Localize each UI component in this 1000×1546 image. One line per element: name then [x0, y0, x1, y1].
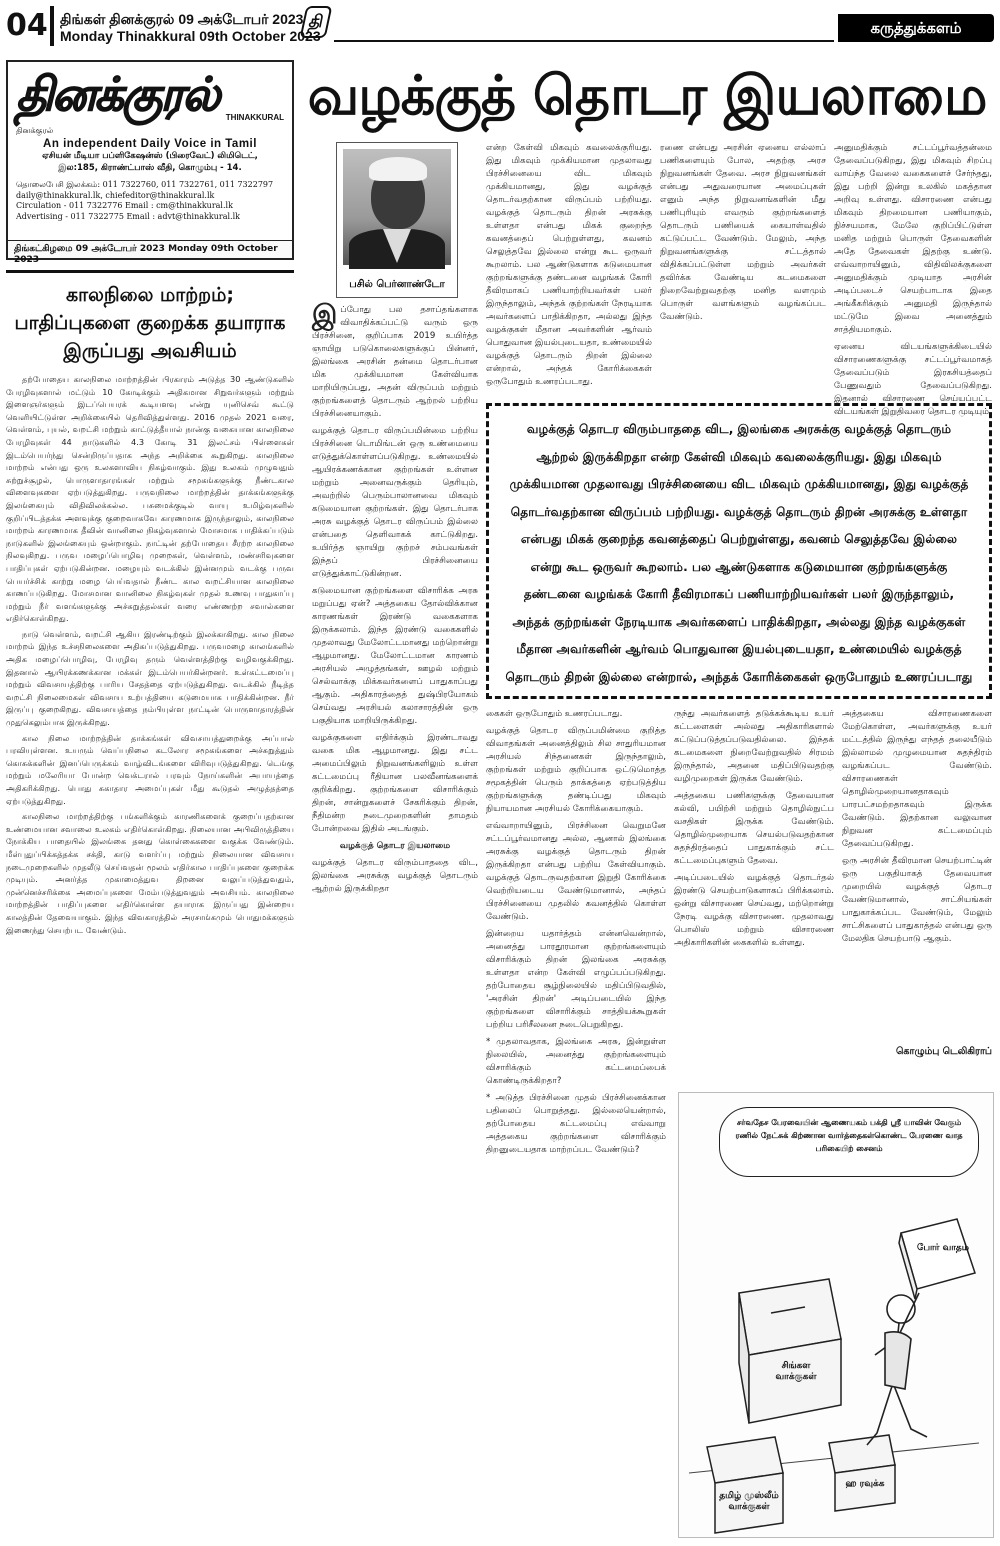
cartoon-box-label: ஹ ரவுக்க [845, 1479, 885, 1489]
article-paragraph: என்ற கேள்வி மிகவும் கவலைக்குரியது. இது மிகவும் முக்கியமான முதலாவது பிரச்சினையை விட மிகவும் முக்கியமானது, இது வழக்குத் தொடர்வதற்கான விருப்பம் பற்றியது. வழக்குத் தொடரும் திறன் அரசுக்கு உள்ளதா என்பது மிகக் குறைந்த கவனத்தைப் பெற்றுள்ளது, கவனம் செலுத்தவே இல்லை என்று கூட ஒருவர் கூறலாம். பல ஆண்டுகளாக கடுமையான குற்றங்களுக்கு தண்டனை வழங்கக் கோரி தீவிரமாகப் பணியாற்றியவர்கள் பலர் இருந்தாலும், அந்தக் குற்றங்கள் நேரடியாக அவர்களைப் பாதிக்கிறதா, அல்லது இந்த வழக்குகள் மீதான அவர்களின் ஆர்வம் பொதுவான இயல்புடையதா, உண்மையில் வழக்குத் தொடரும் திறன் இல்லை என்றால், அந்தக் கோரிக்கைகள் ஒருபோதும் உணரப்படாது. [486, 143, 652, 387]
author-photo [343, 149, 451, 265]
article-paragraph: வழக்குத் தொடர விரும்பாததை விட, இலங்கை அரசுக்கு வழக்குத் தொடரும் ஆற்றல் இருக்கிறதா [312, 858, 478, 894]
article-paragraph: வழக்குகளை எதிர்க்கும் இரண்டாவது வகை மிக ஆழமானது. இது சட்ட அமைப்பிலும் நிறுவனங்களிலும் உள்ள கட்டமைப்பு ரீதியான பலவீனங்களைக் குறிக்கிறது. குற்றங்களை விசாரிக்கும் திறன், சான்றுகளைச் சேகரிக்கும் திறன், நீதிமன்ற நடைமுறைகளின் தாமதம் போன்றவை இதில் அடங்கும். [312, 733, 478, 834]
article-column-4 [834, 142, 992, 417]
masthead-circulation: Circulation - 011 7322776 Email : cm@thinakkural.lk [16, 201, 233, 210]
masthead-advertising: Advertising - 011 7322775 Email : advt@thinakkural.lk [16, 211, 240, 221]
article-byline: கொழும்பு டெலிகிராப் [896, 1046, 992, 1057]
article-column-1 [312, 300, 478, 1540]
masthead-logo-row [16, 66, 284, 128]
article-headline: வழக்குத் தொடர இயலாமை [307, 64, 987, 127]
masthead-contact [16, 180, 284, 222]
left-column [6, 60, 294, 1540]
article-paragraph: ஒரு அரசின் தீவிரமான செயற்பாட்டின் ஒரு பகுதியாகத் தேவையான முறையில் வழக்குத் தொடர வேண்டுமானால், சாட்சியங்கள் பாதுகாக்கப்பட வேண்டும், மேலும் சாட்சிகளைப் பாதுகாத்தல் என்பது ஒரு மேலதிக செயற்பாடு ஆகும். [842, 856, 992, 944]
masthead-logo-english: THINAKKURAL [225, 113, 284, 122]
article-paragraph: * முதலாவதாக, இலங்கை அரசு, இன்றுள்ள நிலையில், அனைத்து குற்றங்களையும் விசாரிக்கும் கட்டமைப்பைக் கொண்டிருக்கிறதா? [486, 1037, 666, 1086]
pull-quote: வழக்குத் தொடர விரும்பாததை விட, இலங்கை அரசுக்கு வழக்குத் தொடரும் ஆற்றல் இருக்கிறதா என்ற கேள்வி மிகவும் கவலைக்குரியது. இது மிகவும் முக்கியமான முதலாவது பிரச்சினையை விட மிகவும் முக்கியமானது, இது வழக்குத் தொடர்வதற்கான விருப்பம் பற்றியது. வழக்குத் தொடரும் திறன் அரசுக்கு உள்ளதா என்பது மிகக் குறைந்த கவனத்தைப் பெற்றுள்ளது, கவனம் செலுத்தவே இல்லை என்று கூட ஒருவர் கூறலாம். பல ஆண்டுகளாக கடுமையான குற்றங்களுக்கு தண்டனை வழங்கக் கோரி தீவிரமாகப் பணியாற்றியவர்கள் பலர் இருந்தாலும், அந்தக் குற்றங்கள் நேரடியாக அவர்களைப் பாதிக்கிறதா, அல்லது இந்த வழக்குகள் மீதான அவர்களின் ஆர்வம் பொதுவான இயல்புடையதா, உண்மையில் வழக்குத் தொடரும் திறன் இல்லை என்றால், அந்தக் கோரிக்கைகள் ஒருபோதும் உணரப்படாது [486, 403, 992, 699]
editorial-paragraph: காலநிலை மாற்றத்திற்கு பங்களிக்கும் காரணிகளைக் குறைப்பதற்கான உண்மையான சவாலை உலகம் எதிர்கொள்கிறது. நிலையான அபிவிருத்தியை நோக்கிய பாதையில் இலங்கை தனது கொள்கைகளை வகுக்க வேண்டும். மீள்புதுப்பிக்கத்தக்க சக்தி, காடு வளர்ப்பு மற்றும் நிலையான விவசாய நடைமுறைகளில் முதலீடு செய்வதன் மூலம் எதிர்கால பாதிப்புகளை குறைக்க முடியும். அனர்த்த முகாமைத்துவ திறனை வலுப்படுத்துவதும், முன்னெச்சரிக்கை அமைப்புகளை மேம்படுத்துவதும் அவசியம். காலநிலை மாற்றத்தின் பாதிப்புகளை எதிர்கொள்ள தயாராக இருப்பது இன்றைய காலத்தின் தேவையாகும். இந்த விவகாரத்தில் அரசாங்கமும் பொதுமக்களும் இணைந்து செயற்பட வேண்டும். [6, 811, 294, 935]
cartoon-box-label: தமிழ் முஸ்லீம் வாக்குகள் [719, 1491, 779, 1512]
article-paragraph: ருந்து அவர்களைத் தடுக்கக்கூடிய உயர் கட்டளைகள் அல்லது அதிகாரிகளால் கட்டுப்படுத்தப்படுவதில்லை. இந்தக் கடமைகளை நிறைவேற்றுவதில் சிரமம் இருந்தால், அதனை மதிப்பிடுவதற்கு வழிமுறைகள் இருக்க வேண்டும். [674, 709, 834, 784]
header-date-english: Monday Thinakkural 09th October 2023 [60, 28, 321, 44]
page-number: 04 [6, 8, 48, 43]
article-paragraph: இப்போது பல தசாப்தங்களாக விவாதிக்கப்பட்டு வரும் ஒரு பிரச்சினை, குறிப்பாக 2019 உயிர்த்த ஞாயிறு படுகொலைகளுக்குப் பின்னர், இலங்கை அரசின் தன்மை தொடர்பான மிக முக்கியமான கேள்வியாக மாறியிருப்பது, அதன் விருப்பம் மற்றும் குற்றங்களைத் தொடரும் ஆற்றல் பற்றிய பிரச்சினையாகும். [312, 300, 478, 419]
header-date-tamil: திங்கள் தினக்குரல் 09 அக்டோபர் 2023 [60, 11, 304, 27]
article-paragraph: அனுமதிக்கும் சட்டப்பூர்வத்தன்மை தேவைப்படுகிறது, இது மிகவும் சிறப்பு வாய்ந்த வேலை வகைகளைச் சேர்ந்தது, இது பற்றி இன்று உலகில் மகத்தான அறிவு உள்ளது. விசாரணை என்பது மிகவும் திறமையான பணியாகும், நிச்சயமாக, மேலே குறிப்பிட்டுள்ள மனித மற்றும் பொருள் தேவைகளின் அதே தேவைகள் இதற்கு உண்டு. எவ்வாறாயினும், விதிவிலக்குகளை அனுமதிக்கும் முடியாத அரசின் அடிப்படைச் செயற்பாடாக இதை அங்கீகரிக்கும் அனுமதி இருந்தால் மட்டுமே இவை அனைத்தும் சாத்தியமாகும். [834, 143, 992, 335]
masthead-phone: தொலைபேசி இலக்கம்: 011 7322760, 011 7322761, 011 7322797 [16, 180, 274, 189]
masthead-tagline: An independent Daily Voice in Tamil [43, 138, 257, 150]
article-column-2 [486, 142, 652, 398]
article-paragraph: அடிப்படையில் வழக்குத் தொடர்தல் இரண்டு செயற்பாடுகளாகப் பிரிக்கலாம். ஒன்று விசாரணை செய்வது, மற்றொன்று நேரடி வழக்கு விசாரணை. முதலாவது பொலிஸ் மற்றும் விசாரணை அதிகாரிகளின் கைகளில் உள்ளது. [674, 873, 834, 948]
article-paragraph: எவ்வாறாயினும், பிரச்சினை வெறுமனே சட்டப்பூர்வமானது அல்ல, ஆனால் இலங்கை அரசுக்கு வழக்குத் தொடரும் திறன் இருக்கிறதா என்பது பற்றிய கேள்வியாகும். வழக்குத் தொடருவதற்கான இறுதி கோரிக்கை வெற்றியடைய வேண்டுமானால், அந்தப் பிரச்சினையை முதலில் கவனத்தில் கொள்ள வேண்டும். [486, 821, 666, 922]
article-paragraph: கைகள் ஒருபோதும் உணரப்படாது. [486, 709, 623, 719]
editorial-paragraph: கால நிலை மாற்றத்தின் தாக்கங்கள் விவசாயத்துறைக்கு அப்பால் பரவியுள்ளன. உயரும் வெப்பநிலை கடலோர சமூகங்களை அச்சுறுத்தும் கொசுக்களின் இனப்பெருக்கம் வாழ்விடங்களை விரிவுபடுத்துகிறது. டெங்கு மற்றும் மலேரியா போன்ற வெக்டரால் பரவும் நோய்களின் அபாயத்தை அதிகரிக்கிறது. பொது சுகாதார அமைப்புகள் மீது கூடுதல் அழுத்தத்தை ஏற்படுத்துகிறது. [6, 732, 294, 806]
newspaper-logo-icon: தி [300, 6, 333, 38]
article-column-6 [674, 708, 834, 1084]
cartoon-box-label: போர் வாதம் [916, 1243, 970, 1253]
masthead [6, 60, 294, 240]
masthead-date: திங்கட்கிழமை 09 அக்டோபர் 2023 Monday 09th October 2023 [6, 240, 294, 260]
masthead-logo-small: தினக்குரல் [16, 126, 54, 135]
masthead-publisher: ஏசியன் மீடியா பப்ளிகேஷன்ஸ் (பிரைவேட்) லிமிடெட், [42, 151, 258, 161]
author-name: பசில் பெர்னாண்டோ [349, 279, 445, 290]
header-divider [50, 6, 54, 46]
article-column-7 [842, 708, 992, 1042]
header-date [60, 11, 321, 45]
article-paragraph: ஏனைய விடயங்களுக்கிடையில் விசாரணைகளுக்கு சட்டப்பூர்வமாகத் தேவைப்படும் இரகசியத்தைப் பேணுவதும் தேவைப்படுகிறது. இதனால் விசாரணை செய்யப்பட்ட விடயங்கள் இறுதிவரை தொடர முடியும். [834, 342, 992, 417]
masthead-emails: daily@thinakkural.lk, chiefeditor@thinakkural.lk [16, 190, 215, 200]
editorial-title: காலநிலை மாற்றம்; பாதிப்புகளை குறைக்க தயாராக இருப்பது அவசியம் [6, 270, 294, 365]
editorial-cartoon [678, 1092, 994, 1538]
author-photo-box [336, 142, 458, 298]
article-paragraph: வழக்குத் தொடர விருப்பமின்மை குறித்த விவாதங்கள் அனைத்திலும் சில சாதுரியமான அரசியல் சிந்தனைகள் இருந்தாலும், குற்றங்கள் மற்றும் குறிப்பாக ஒட்டுமொத்த சமூகத்தின் பெரும் தாக்கத்தை ஏற்படுத்திய குற்றங்களுக்கு தண்டிப்பது மிகவும் நியாயமான அரசியல் கோரிக்கையாகும். [486, 726, 666, 814]
editorial-body [6, 373, 294, 936]
article-paragraph: கடுமையான குற்றங்களை விசாரிக்க அரசு மறுப்பது ஏன்? அத்தகைய தோல்விக்கான காரணங்கள் இரண்டு வகைகளாக இருக்கலாம். இந்த இரண்டு வகைகளில் முதலாவது மேலோட்டமானது மற்றொன்று ஆழமானது. மேலோட்டமான காரணம் அரசியல் அழுத்தங்கள், ஊழல் மற்றும் செல்வாக்கு மிக்கவர்களைப் பாதுகாப்பது ஆகும். அதிகாரத்தைத் துஷ்பிரயோகம் செய்வது அரசியல் கலாசாரத்தின் ஒரு பகுதியாக மாறியிருக்கிறது. [312, 586, 478, 726]
article-paragraph: * அடுத்த பிரச்சினை முதல் பிரச்சினைக்கான பதிலைப் பொறுத்தது. இல்லையென்றால், தற்போதைய கட்டமைப்பு எவ்வாறு அத்தகைய குற்றங்களை விசாரிக்கும் திறனுடையதாக மாற்றப்பட வேண்டும்? [486, 1093, 666, 1155]
masthead-logo: தினக்குரல் [16, 67, 219, 121]
masthead-address: இல:185, கிராண்ட்பாஸ் வீதி, கொழும்பு - 14. [58, 163, 242, 173]
article-paragraph: வழக்குத் தொடர விருப்பமின்மை பற்றிய பிரச்சினை டொமிங்டன் ஒரு உண்மையை எடுத்துக்கொள்ளப்படுகிறது. உண்மையில் ஆயிரக்கணக்கான குற்றங்கள் உள்ளன மற்றும் அனைவருக்கும் தெரியும், அவற்றில் பெரும்பாலானவை மிகவும் கடுமையான குற்றங்கள். இது தொடர்பாக அரசு வழக்குத் தொடர விருப்பம் இல்லை என்பதை தெளிவாகக் காட்டுகிறது. உயிர்த்த ஞாயிறு குற்றச் சம்பவங்கள் இந்தப் பிரச்சினையை எடுத்துக்காட்டுகின்றன. [312, 426, 478, 579]
article-column-3 [660, 142, 826, 398]
cartoon-caption: சர்வதேச பேரவையின் ஆணையகம் பக்தி ஸ்ரீ யாவின் வேகும் ரணில் நேட்சுக் கிற்ணான வார்த்தைகள்கொண்ட பேரணை வாத பரிகையிற் சைனம் [719, 1107, 979, 1177]
article-column-5 [486, 708, 666, 1540]
article-subhead: வழக்குத் தொடர இயலாமை [339, 841, 451, 851]
article-paragraph: அத்தகைய விசாரணைகளை மேற்கொள்ள, அவர்களுக்கு உயர் மட்டத்தில் இருந்து எந்தத் தலையீடும் இல்லாமல் முழுமையான சுதந்திரம் வழங்கப்பட வேண்டும். விசாரணைகள் தொழில்முறையானதாகவும் பாரபட்சமற்றதாகவும் இருக்க வேண்டும். இதற்கான வலுவான நிறுவன கட்டமைப்பும் தேவைப்படுகிறது. [842, 709, 992, 849]
section-label: கருத்துக்களம் [838, 14, 994, 42]
article-paragraph: அத்தகைய பணிகளுக்கு தேவையான கல்வி, பயிற்சி மற்றும் தொழில்நுட்ப வசதிகள் இருக்க வேண்டும். தொழில்முறையாக செயல்படுவதற்கான சுதந்திரத்தைப் பாதுகாக்கும் சட்ட கட்டமைப்புகளும் தேவை. [674, 791, 834, 866]
editorial-paragraph: தற்போதைய காலநிலை மாற்றத்தின் பிரகாரம் அடுத்த 30 ஆண்டுகளில் பேரழிவுகளால் மட்டும் 10 கோடிக்கும் அதிகமான சிறுவர்களும் மற்றும் இளைஞர்களும் இடப்பெயரக் கூடியளவு என்று யுனிசெவ் கூட்டு வெளியிட்டுள்ள அறிக்கையில் தெரிவித்துள்ளது. 2016 முதல் 2021 வரை, வெள்ளம், புயல், வறட்சி மற்றும் காட்டுத்தீயால் நான்கு வகையான காலநிலை பேரழிவுகள் 44 நாடுகளில் 4.3 கோடி 31 இலட்சம் பிள்ளைகள் இடம்பெயர்ந்து சென்றிருப்பதாக அந்த அறிக்கை கூறுகிறது. காலநிலை மாற்றம் என்பது ஒரு உலகளாவிய நிகழ்வாகும். இது உலகம் முழுவதும் சுற்றுச்சூழல், பொருளாதாரங்கள் மற்றும் சமூகங்களுக்கு நீண்டகால விளைவுகளை ஏற்படுத்துகிறது. பருவநிலை மாற்றத்தின் தாக்கங்களுக்கு இலங்கையும் விதிவிலக்கல்ல. பசுமைக்குடில் வாயு உமிழ்வுகளில் குறிப்பிடத்தக்க அளவுக்கு குறைவாகவே காரணமாக இருந்தாலும், காலநிலை மாற்றம் காரணமாக தீவின் வானிலை நிகழ்வுகளால் மோசமாக பாதிக்கப்படும் நாடுகளில் இலங்கையும் ஒன்றாகும். நாட்டின் தற்போதைய சீரற்ற காலநிலை நிலவுகிறது. பருவ மழைப்பொழிவு முறைகள், வெள்ளம், மண்சரிவுகளை பாதிப்புகள் ஏற்படுகின்றன. மழையும் வடக்கில் இன்னமும் வடக்கு பருவ பெயர்ச்சிக் காற்று மழை பெய்வதால் நீண்ட கால வறட்சியான காலநிலை காணப்படுகிறது. மோசமான வானிலை நிகழ்வுகள் முதல் உணவு பாதுகாப்பு மற்றும் நீர் வளங்களுக்கு அச்சுறுத்தல்கள் வரை எண்ணற்ற சவால்களை எதிர்கொள்கிறது. [6, 374, 294, 624]
page-header [0, 0, 1000, 52]
header-rule [334, 40, 834, 42]
article-paragraph: இன்றைய யதார்த்தம் என்னவென்றால், அனைத்து பாரதூரமான குற்றங்களையும் விசாரிக்கும் திறன் இலங்கை அரசுக்கு உள்ளதா என்ற கேள்வி எழுப்பப்படுகிறது. தற்போதைய சூழ்நிலையில் மதிப்பிடுவதில், 'அரசின் திறன்' அடிப்படையில் இந்த குற்றங்களை விசாரிக்கும் சாத்தியக்கூறுகள் பற்றிய பரிசீலனை நடைபெறுகிறது. [486, 929, 666, 1030]
editorial-paragraph: நாடு வெள்ளம், வறட்சி ஆகிய இரண்டிற்கும் இலக்காகிறது. கால நிலை மாற்றம் இந்த உச்சநிலைகளை அதிகப்படுத்துகிறது. பருவமழை காலங்களில் அதிக மழைப்பொழிவு, பேரழிவு தரும் வெள்ளத்திற்கு வழிவகுக்கிறது. இதனால் ஆயிரக்கணக்கான மக்கள் இடம்பெயர்கின்றனர். உள்கட்டமைப்பு மற்றும் விவசாயத்திற்கு பாரிய சேதத்தை ஏற்படுத்துகிறது. வடக்கில் நீடித்த வறட்சி நிலைமைகள் விவசாய உற்பத்தியை கடுமையாக பாதிக்கின்றன. நீர் இருப்பு குறைகிறது. விவசாயத்தை நம்பியுள்ள நாட்டின் பொருளாதாரத்தின் முதுகெலும்பாக இருக்கிறது. [6, 628, 294, 728]
cartoon-box-label: சிங்கள வாக்குகள் [775, 1361, 817, 1382]
article-paragraph: ரணை என்பது அரசின் ஏனைய எல்லாப் பணிகளையும் போல, அதற்கு அரச நிறுவனங்கள் தேவை. அரச நிறுவனங்கள் என்பது அதுவரையான அமைப்புகள் எனும் அந்த நிறுவனங்களின் மீது பணிபுரியும் எவரும் குற்றங்களைத் தொடரும் பணியைக் கையாள்வதில் கட்டுப்பட்ட வேண்டும். மேலும், அந்த நிறுவனங்களுக்கு சட்டத்தால் விதிக்கப்பட்டுள்ள மற்றும் அவர்கள் தவிர்க்க வேண்டிய கடமைகளை நிறைவேற்றுவதற்கு மனித வளமும் பொருள் வளங்களும் வழங்கப்பட வேண்டும். [660, 143, 826, 322]
